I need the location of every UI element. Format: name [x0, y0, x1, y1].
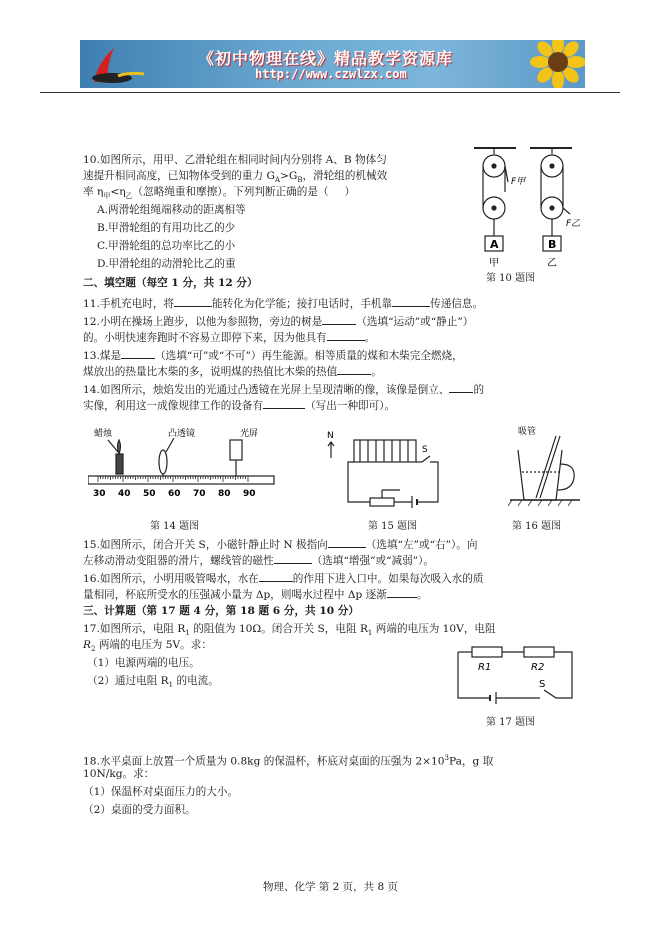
fig10-label-a: A: [490, 238, 499, 251]
q10-option-a: A.两滑轮组绳端移动的距离相等: [97, 204, 246, 216]
q18-line2: 10N/kg。求：: [83, 768, 155, 780]
fig14-tick-label: 50: [143, 489, 156, 499]
fig14-label-lens: 凸透镜: [168, 429, 196, 439]
q17-line1: 17.如图所示，电阻 $R_1$ 的阻值为 10Ω。闭合开关 S，电阻 $R_1$ 两端的电压为 10V，电阻: [83, 623, 496, 638]
section-2-heading: 二、填空题（每空 1 分，共 12 分）: [83, 277, 258, 289]
q10-line2: 速提升相同高度，已知物体受到的重力 $G_A>G_B$，滑轮组的机械效: [83, 170, 388, 185]
q14-line1: 14.如图所示，烛焰发出的光通过凸透镜在光屏上呈现清晰的像，该像是倒立、 的: [83, 381, 484, 397]
fig10-pulleys: [470, 142, 580, 282]
fig16-caption: 第 16 题图: [512, 521, 562, 532]
q16-line2: 量相同，杯底所受水的压强减小量为 Δp，则喝水过程中 Δp 逐渐 。: [83, 586, 427, 602]
fig16-label-straw: 吸管: [518, 427, 537, 437]
q18-sub2: （2）桌面的受力面积。: [83, 804, 196, 816]
fig16-cup-straw: [504, 424, 584, 510]
page-footer: 物理、化学 第 2 页，共 8 页: [262, 881, 399, 893]
fig15-caption: 第 15 题图: [368, 521, 418, 532]
fig14-tick-label: 40: [118, 489, 131, 499]
fig10-label-jia: 甲: [489, 258, 499, 269]
fig17-label-r1: R1: [478, 662, 492, 673]
q15-line2: 左移动滑动变阻器的滑片，螺线管的磁性 （选填“增强”或“减弱”）。: [83, 552, 434, 568]
q10-option-c: C.甲滑轮组的总功率比乙的小: [97, 240, 236, 252]
q15-line1: 15.如图所示，闭合开关 S，小磁针静止时 N 极指向 （选填“左”或“右”）。向: [83, 536, 477, 552]
q10-option-d: D.甲滑轮组的动滑轮比乙的重: [97, 258, 236, 270]
fig15-label-n: N: [327, 431, 334, 441]
fig15-label-s: S: [422, 445, 428, 455]
section-3-heading: 三、计算题（第 17 题 4 分，第 18 题 6 分，共 10 分）: [83, 605, 359, 617]
q16-line1: 16.如图所示，小明用吸管喝水，水在 的作用下进入口中。如果每次吸入水的质: [83, 570, 483, 586]
q17-sub1: （1）电源两端的电压。: [87, 657, 200, 669]
fig14-tick-label: 30: [93, 489, 106, 499]
fig17-label-r2: R2: [531, 662, 545, 673]
header-banner: [80, 40, 585, 88]
q12-line2: 的。小明快速奔跑时不容易立即停下来，因为他具有 。: [83, 329, 375, 345]
fig10-label-f2: F乙: [566, 219, 580, 229]
q18-line1: 18.水平桌面上放置一个质量为 0.8kg 的保温杯，杯底对桌面的压强为 $2\times 10^3Pa$，g 取: [83, 754, 494, 768]
fig10-label-b: B: [548, 238, 557, 251]
fig17-label-s: S: [539, 679, 546, 690]
fig14-label-screen: 光屏: [240, 429, 259, 439]
fig15-solenoid-circuit: [326, 428, 456, 516]
banner-title: 《初中物理在线》精品教学资源库: [198, 49, 454, 68]
sunflower-icon: [520, 40, 585, 88]
fig10-caption: 第 10 题图: [486, 273, 536, 284]
q13-line2: 煤放出的热量比木柴的多，说明煤的热值比木柴的热值 。: [83, 363, 382, 379]
q10-line1: 10.如图所示，用甲、乙滑轮组在相同时间内分别将 A、B 物体匀: [83, 154, 387, 166]
logo-icon: [84, 42, 150, 86]
fig14-tick-label: 70: [193, 489, 206, 499]
q14-line2: 实像，利用这一成像规律工作的设备有 （写出一种即可）。: [83, 397, 395, 413]
q13-line1: 13.煤是 （选填“可”或“不可”）再生能源。相等质量的煤和木柴完全燃烧，: [83, 347, 463, 363]
q18-sub1: （1）保温杯对桌面压力的大小。: [83, 786, 239, 798]
fig17-caption: 第 17 题图: [486, 717, 536, 728]
fig14-optical-bench: [88, 426, 278, 506]
q11: 11.手机充电时，将 能转化为化学能；接打电话时，手机靠 传递信息。: [83, 295, 483, 311]
fig10-label-f1: F甲: [511, 177, 526, 187]
fig14-caption: 第 14 题图: [150, 521, 200, 532]
q10-line3: 率 $\eta_甲<\eta_乙$（忽略绳重和摩擦）。下列判断正确的是（ ）: [83, 186, 356, 201]
q17-line2: $R_2$ 两端的电压为 5V。求：: [83, 639, 212, 654]
banner-url: http://www.czwlzx.com: [255, 67, 407, 81]
fig10-label-yi: 乙: [547, 258, 557, 269]
q12-line1: 12.小明在操场上跑步，以他为参照物，旁边的树是 （选填“运动”或“静止”）: [83, 313, 473, 329]
header-rule: [40, 92, 620, 93]
fig14-tick-label: 90: [243, 489, 256, 499]
fig17-series-circuit: [452, 642, 582, 706]
fig14-tick-label: 60: [168, 489, 181, 499]
fig14-tick-label: 80: [218, 489, 231, 499]
fig14-label-candle: 蜡烛: [94, 429, 113, 439]
q10-option-b: B.甲滑轮组的有用功比乙的少: [97, 222, 236, 234]
q17-sub2: （2）通过电阻 $R_1$ 的电流。: [87, 675, 219, 690]
